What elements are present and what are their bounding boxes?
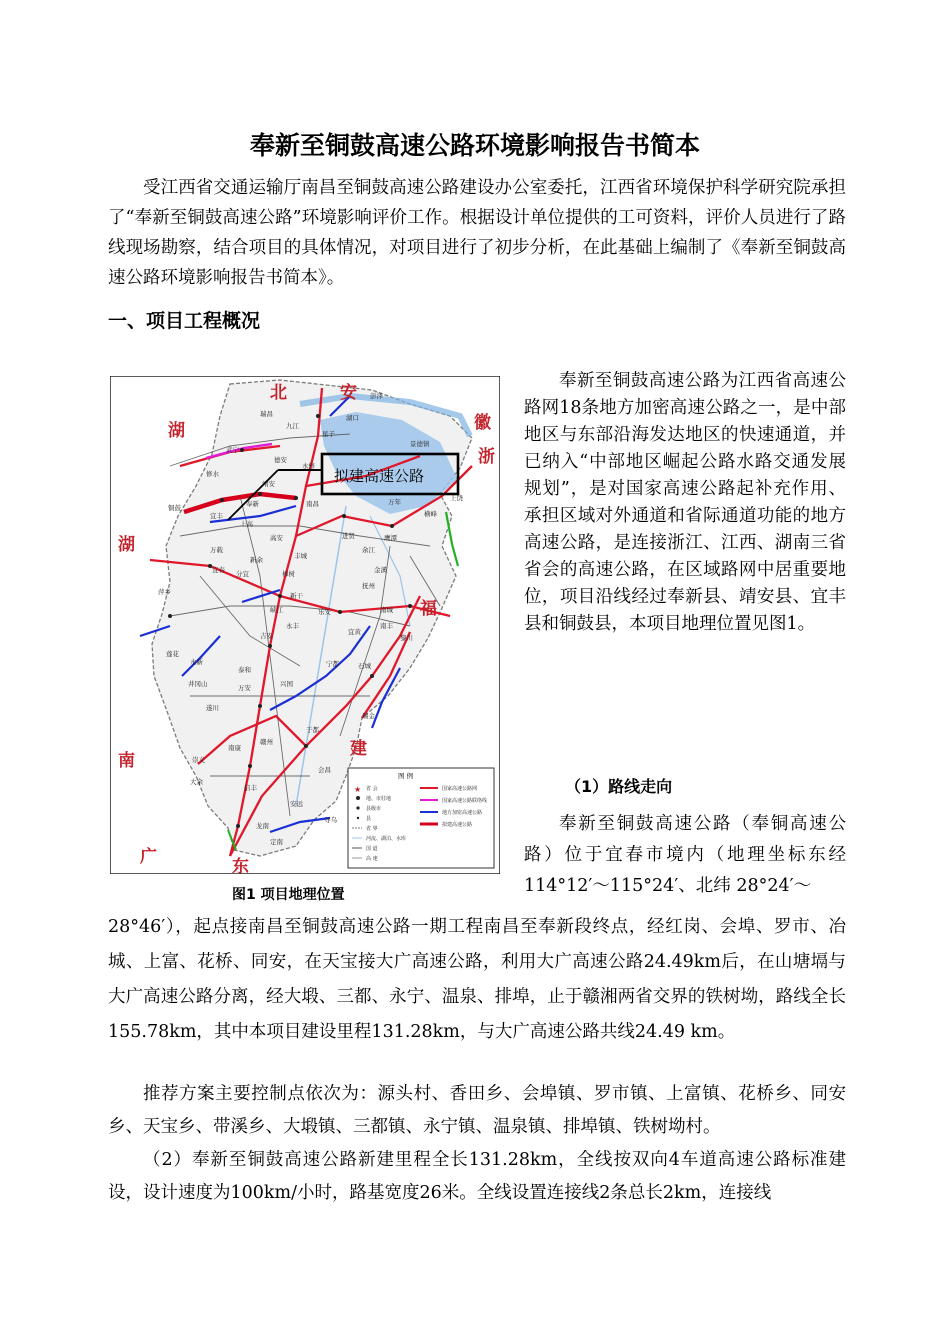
map-label-province: 福 <box>420 599 437 619</box>
section-heading: 一、项目工程概况 <box>108 310 261 332</box>
svg-text:县: 县 <box>366 816 372 822</box>
svg-text:大余: 大余 <box>190 778 203 786</box>
svg-text:吉安: 吉安 <box>260 632 273 640</box>
svg-text:遂川: 遂川 <box>206 704 219 712</box>
svg-text:国家高速公路网: 国家高速公路网 <box>442 786 478 792</box>
svg-text:奉新: 奉新 <box>246 500 259 508</box>
svg-text:省 会: 省 会 <box>366 786 378 792</box>
map-label-province: 北 <box>270 383 287 403</box>
map-legend <box>348 768 494 868</box>
svg-text:省 界: 省 界 <box>366 826 378 832</box>
svg-text:万载: 万载 <box>210 546 223 554</box>
svg-text:国 道: 国 道 <box>366 846 378 852</box>
map-label-province: 建 <box>350 739 367 759</box>
svg-text:永修: 永修 <box>302 462 315 470</box>
svg-text:上高: 上高 <box>240 520 253 528</box>
figure-caption: 图1 项目地理位置 <box>232 887 345 903</box>
svg-text:高安: 高安 <box>270 534 283 542</box>
svg-text:金溪: 金溪 <box>374 566 387 574</box>
svg-text:南丰: 南丰 <box>380 622 393 630</box>
svg-text:图 例: 图 例 <box>398 772 414 780</box>
svg-text:国家高速公路联络线: 国家高速公路联络线 <box>442 798 488 804</box>
svg-text:彭泽: 彭泽 <box>370 392 383 400</box>
svg-text:会昌: 会昌 <box>318 766 331 774</box>
svg-text:抚州: 抚州 <box>362 582 375 590</box>
map-label-province: 湖 <box>168 421 185 441</box>
svg-text:德安: 德安 <box>274 456 287 464</box>
control-points-paragraph: 推荐方案主要控制点依次为：源头村、香田乡、会埠镇、罗市镇、上富镇、花桥乡、同安乡、天宝乡、带溪乡、大塅镇、三都镇、永宁镇、温泉镇、排埠镇、铁树坳村。 <box>108 1084 846 1137</box>
svg-text:于都: 于都 <box>306 726 319 734</box>
svg-text:景德镇: 景德镇 <box>410 440 430 448</box>
svg-text:湖口: 湖口 <box>346 414 359 422</box>
intro-paragraph: 受江西省交通运输厅南昌至铜鼓高速公路建设办公室委托，江西省环境保护科学研究院承担了“奉新至铜鼓高速公路”环境影响评价工作。根据设计单位提供的工可资料，评价人员进行了路线现场勘察，结合项目的具体情况，对项目进行了初步分析，在此基础上编制了《奉新至铜鼓高速公路环境影响报告书简本》。 <box>108 178 846 288</box>
svg-text:崇义: 崇义 <box>192 756 205 764</box>
svg-text:南康: 南康 <box>228 744 241 752</box>
svg-text:县级市: 县级市 <box>366 806 382 812</box>
svg-text:南昌: 南昌 <box>306 500 319 508</box>
svg-text:地方加密高速公路: 地方加密高速公路 <box>442 810 483 816</box>
svg-text:万年: 万年 <box>388 498 401 506</box>
svg-text:宜丰: 宜丰 <box>210 512 223 520</box>
callout-label: 拟建高速公路 <box>334 467 425 485</box>
svg-text:拟建高速公路: 拟建高速公路 <box>442 822 473 828</box>
svg-text:横峰: 横峰 <box>424 510 437 518</box>
svg-text:安远: 安远 <box>290 800 303 808</box>
svg-text:高 速: 高 速 <box>366 856 378 862</box>
map-label-province: 东 <box>232 857 249 874</box>
svg-text:泰和: 泰和 <box>238 666 251 674</box>
svg-text:靖安: 靖安 <box>262 480 275 488</box>
svg-text:分宜: 分宜 <box>236 570 249 578</box>
route-paragraph-continued: 28°46′），起点接南昌至铜鼓高速公路一期工程南昌至奉新段终点，经红岗、会埠、罗市、冶城、上富、花桥、同安，在天宝接大广高速公路，利用大广高速公路24.49km后，在山塘塥与大广高速公路分离，经大塅、三都、永宁、温泉、排埠，止于赣湘两省交界的铁树坳，路线全长155.78km，其中本项目建设里程131.28km，与大广高速公路共线24.49 km。 <box>108 917 846 1042</box>
map-label-province: 湖 <box>118 535 135 555</box>
page-title: 奉新至铜鼓高速公路环境影响报告书简本 <box>249 131 700 160</box>
svg-text:瑞金: 瑞金 <box>362 712 375 720</box>
svg-text:樟树: 樟树 <box>282 570 295 578</box>
svg-text:黎川: 黎川 <box>400 634 413 642</box>
svg-text:丰城: 丰城 <box>294 552 307 560</box>
svg-text:寻乌: 寻乌 <box>324 816 337 824</box>
svg-text:河流、湖泊、水库: 河流、湖泊、水库 <box>366 836 407 842</box>
svg-text:余江: 余江 <box>362 546 375 554</box>
svg-text:宜黄: 宜黄 <box>348 628 361 636</box>
map-label-province: 南 <box>118 751 135 771</box>
svg-text:莲花: 莲花 <box>166 650 179 658</box>
svg-text:瑞昌: 瑞昌 <box>260 410 273 418</box>
overview-paragraph: 奉新至铜鼓高速公路为江西省高速公路网18条地方加密高速公路之一，是中部地区与东部沿海发达地区的快速通道，并已纳入“中部地区崛起公路水路交通发展规划”，是对国家高速公路起补充作用、承担区域对外通道和省际通道功能的地方高速公路，是连接浙江、江西、湖南三省省会的高速公路，在区域路网中居重要地位，项目沿线经过奉新县、靖安县、宜丰县和铜鼓县，本项目地理位置见图1。 <box>524 371 846 634</box>
svg-text:兴国: 兴国 <box>280 680 293 688</box>
svg-text:宁都: 宁都 <box>326 660 339 668</box>
svg-text:★: ★ <box>354 785 362 794</box>
svg-text:新干: 新干 <box>290 592 303 600</box>
svg-text:铜鼓: 铜鼓 <box>168 504 181 512</box>
location-map <box>110 376 500 874</box>
svg-text:永丰: 永丰 <box>286 622 299 630</box>
route-paragraph-start: 奉新至铜鼓高速公路（奉铜高速公路）位于宜春市境内（地理坐标东经 114°12′～115°24′、北纬 28°24′～ <box>524 814 846 896</box>
svg-text:南城: 南城 <box>380 606 393 614</box>
svg-text:武宁: 武宁 <box>226 446 239 454</box>
svg-text:修水: 修水 <box>206 470 219 478</box>
svg-text:峡江: 峡江 <box>270 606 283 614</box>
svg-text:宜春: 宜春 <box>212 566 225 574</box>
svg-text:赣州: 赣州 <box>260 738 273 746</box>
svg-text:永新: 永新 <box>190 658 203 666</box>
svg-text:石城: 石城 <box>358 662 371 670</box>
map-label-province: 徽 <box>474 413 491 433</box>
svg-text:定南: 定南 <box>270 838 283 846</box>
svg-text:九江: 九江 <box>286 422 299 430</box>
svg-text:星子: 星子 <box>322 430 335 438</box>
svg-text:萍乡: 萍乡 <box>158 588 171 596</box>
svg-text:龙南: 龙南 <box>256 822 269 830</box>
svg-text:上饶: 上饶 <box>450 494 463 502</box>
svg-text:井冈山: 井冈山 <box>188 680 208 688</box>
map-label-province: 广 <box>140 847 157 867</box>
svg-text:新余: 新余 <box>250 556 263 564</box>
svg-text:地、市驻地: 地、市驻地 <box>366 796 392 802</box>
map-label-province: 浙 <box>478 447 495 467</box>
svg-text:进贤: 进贤 <box>342 532 355 540</box>
spec-paragraph: （2）奉新至铜鼓高速公路新建里程全长131.28km，全线按双向4车道高速公路标准建设，设计速度为100km/小时，路基宽度26米。全线设置连接线2条总长2km，连接线 <box>108 1150 846 1203</box>
svg-text:信丰: 信丰 <box>244 784 257 792</box>
map-label-province: 安 <box>340 383 357 403</box>
svg-text:鹰潭: 鹰潭 <box>384 534 397 542</box>
svg-text:万安: 万安 <box>238 684 251 692</box>
svg-text:乐安: 乐安 <box>318 608 331 616</box>
subsection-heading: （1）路线走向 <box>565 777 673 796</box>
